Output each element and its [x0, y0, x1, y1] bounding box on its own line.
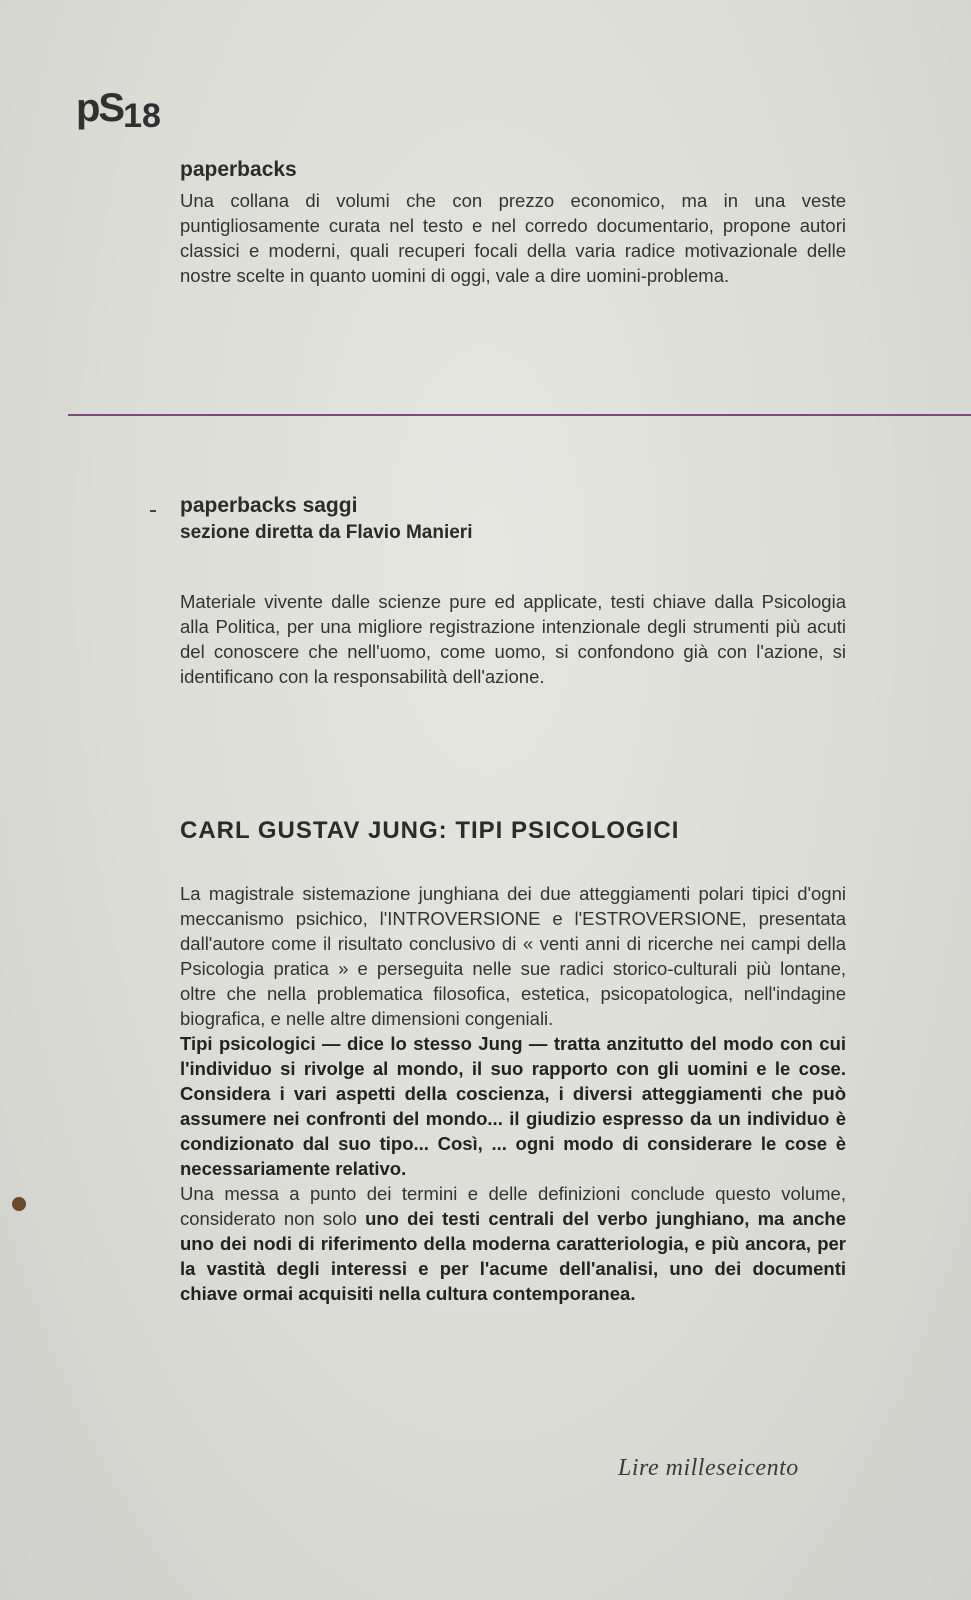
price: Lire milleseicento: [618, 1455, 799, 1481]
series-block: [180, 158, 846, 288]
logo-number: 18: [123, 97, 161, 135]
series-logo: [76, 86, 161, 135]
book-para-1: La magistrale sistemazione junghiana dei due atteggiamenti polari tipici d'ogni meccanismo psichico, l'INTROVERSIONE e l'ESTROVERSIONE, presentata dall'autore come il risultato conclusivo di « venti anni di ricerche nei campi della Psicologia pratica » e perseguita nelle sue radici storico-culturali più lontane, oltre che nella problematica filosofica, estetica, psicopatologica, nell'indagine biografica, e nelle altre dimensioni congeniali.: [180, 883, 846, 1029]
section-editor: sezione diretta da Flavio Manieri: [180, 522, 473, 543]
book-title: CARL GUSTAV JUNG: TIPI PSICOLOGICI: [180, 817, 680, 844]
series-heading: paperbacks: [180, 158, 297, 181]
divider-line: [68, 414, 971, 416]
bullet-dash: [150, 510, 156, 512]
book-para-quote: [180, 1031, 846, 1181]
section-description: Materiale vivente dalle scienze pure ed applicate, testi chiave dalla Psicologia alla Politica, per una migliore registrazione intenzionale degli strumenti più acuti del conoscere che nell'uomo, come uomo, si confondono già con l'azione, si identificano con la responsabilità dell'azione.: [180, 591, 846, 687]
paper-stain: [12, 1197, 26, 1211]
book-title-block: [180, 817, 846, 845]
logo-prefix: pS: [76, 86, 124, 130]
series-description: Una collana di volumi che con prezzo economico, ma in una veste puntigliosamente curata nel testo e nel corredo documentario, propone autori classici e moderni, quali recuperi focali della varia radice motivazionale delle nostre scelte in quanto uomini di oggi, vale a dire uomini-problema.: [180, 190, 846, 286]
book-description: [180, 881, 846, 1306]
section-description-block: [180, 589, 846, 689]
quote-text: tratta anzitutto del modo con cui l'individuo si rivolge al mondo, il suo rapporto con gli uomini e le cose. Considera i vari aspetti della coscienza, i diversi atteggiamenti che può assumere nei confronti del mondo... il giudizio espresso da un individuo è condizionato dal suo tipo... Così, ... ogni modo di considerare le cose è necessariamente relativo.: [180, 1033, 847, 1179]
book-para-3: [180, 1181, 846, 1306]
section-block: [180, 494, 846, 544]
para3-lead: Una messa a punto dei termini e delle definizioni conclude questo volume, considerato non solo: [180, 1183, 846, 1229]
quote-lead: Tipi psicologici — dice lo stesso Jung —: [180, 1033, 548, 1054]
para3-bold: uno dei testi centrali del verbo junghiano, ma anche uno dei nodi di riferimento della moderna caratteriologia, e più ancora, per la vastità degli interessi e per l'acume dell'analisi, uno dei documenti chiave ormai acquisiti nella cultura contemporanea.: [180, 1208, 847, 1304]
section-heading: paperbacks saggi: [180, 494, 358, 517]
